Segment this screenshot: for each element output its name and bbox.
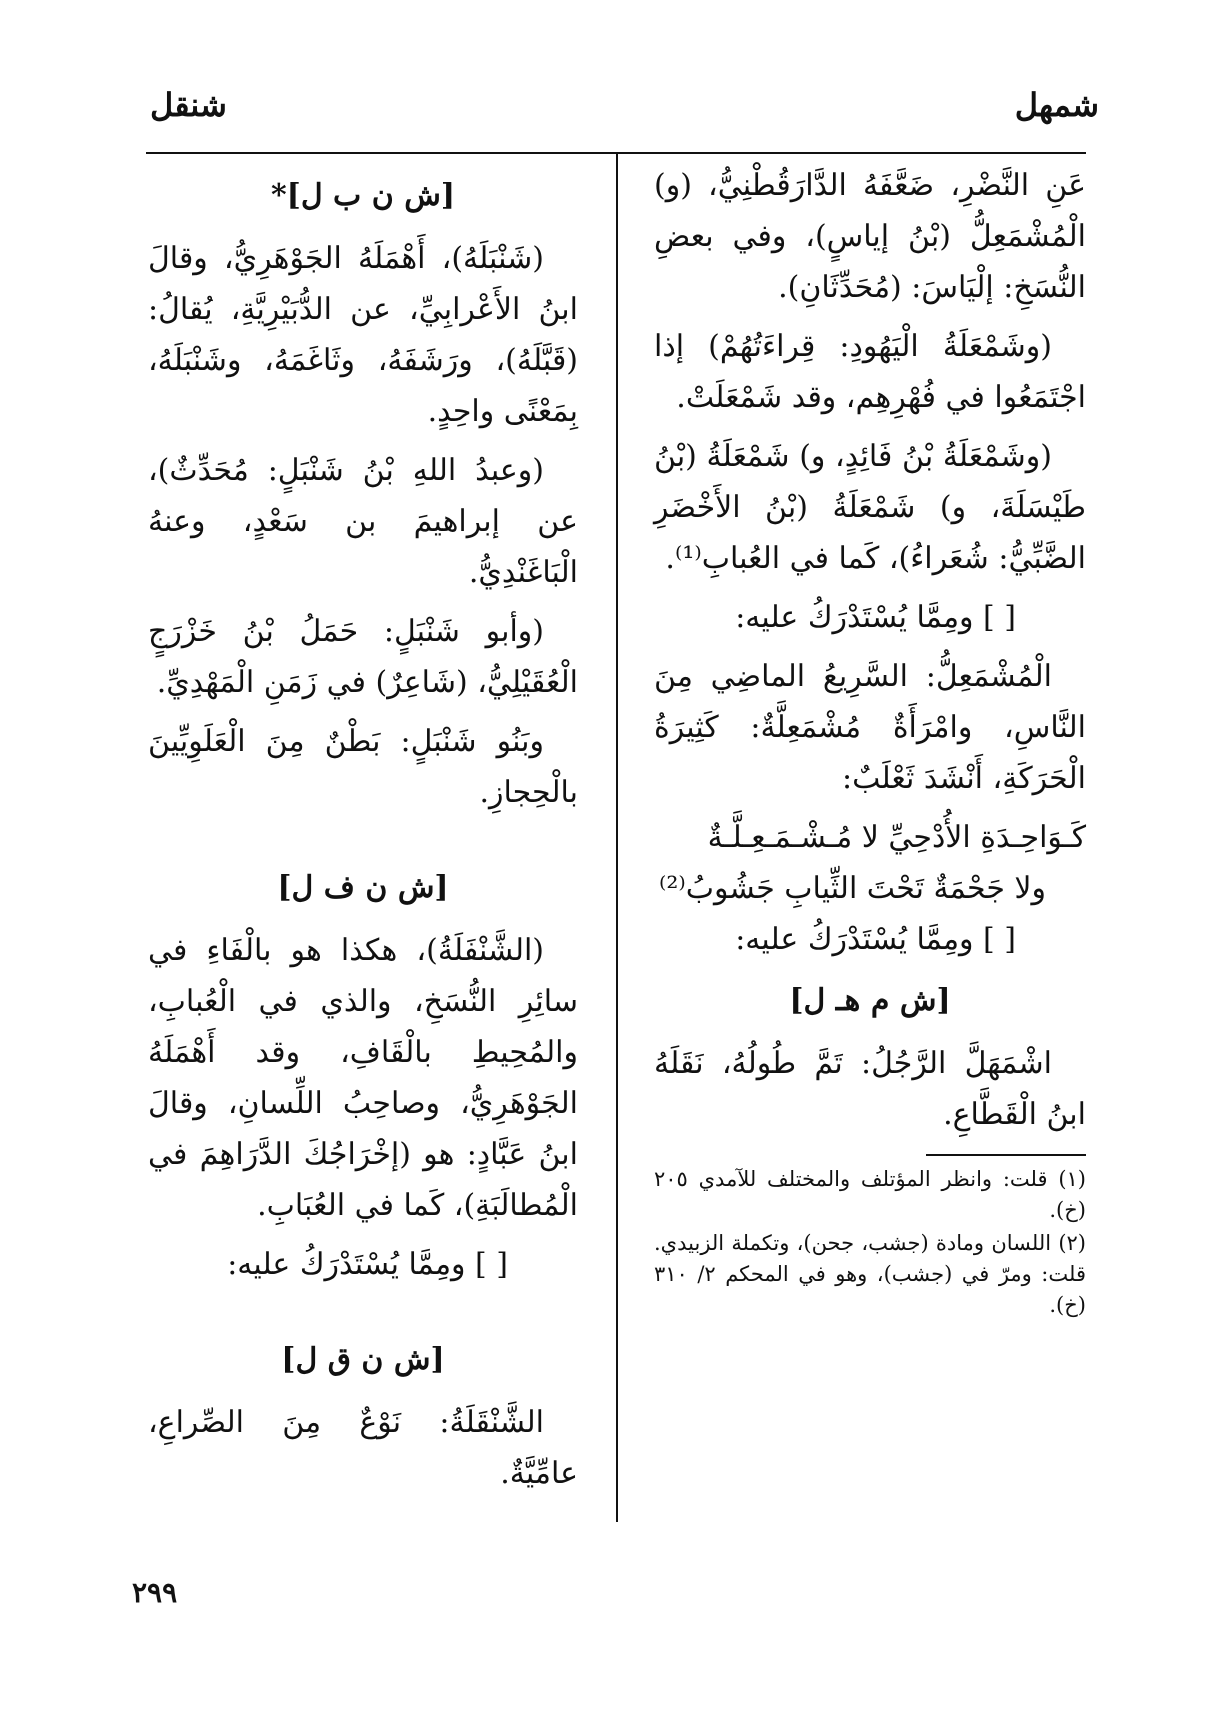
paragraph: (وشَمْعَلَةُ الْيَهُودِ: قِراءَتُهُمْ) إذا اجْتَمَعُوا في فُهْرِهِم، وقد شَمْعَلَتْ. [654, 329, 1086, 415]
verse-line-1: كَـوَاحِـدَةِ الأُدْحِيِّ لا مُـشْـمَـعِـلَّـةٌ [707, 820, 1086, 855]
right-column [654, 160, 1086, 1323]
left-column [148, 160, 578, 1507]
running-head-right: شمهل [1014, 86, 1099, 124]
addendum-line: [ ] ومِمَّا يُسْتَدْرَكُ عليه: [227, 1247, 508, 1282]
paragraph: وبَنُو شَنْبَلٍ: بَطْنٌ مِنَ الْعَلَوِيِّينَ بالْحِجازِ. [148, 724, 578, 810]
addendum-line: [ ] ومِمَّا يُسْتَدْرَكُ عليه: [735, 922, 1016, 957]
running-head-left: شنقل [150, 86, 227, 124]
paragraph: الشَّنْقَلَةُ: نَوْعٌ مِنَ الصِّراعِ، عامِّيَّةٌ. [148, 1405, 578, 1491]
footnote-1: (١) قلت: وانظر المؤتلف والمختلف للآمدي ٢٠٥ (خ). [654, 1167, 1086, 1222]
paragraph: اشْمَهَلَّ الرَّجُلُ: تَمَّ طُولُهُ، نَقَلَهُ ابنُ الْقَطَّاعِ. [654, 1046, 1086, 1132]
entry-heading: [ش ن ب ل]* [270, 178, 456, 213]
entry-heading: [ش ن ق ل] [281, 1342, 445, 1377]
footnote-rule [926, 1154, 1086, 1156]
addendum-line: [ ] ومِمَّا يُسْتَدْرَكُ عليه: [735, 600, 1016, 635]
column-divider [616, 152, 618, 1522]
footnotes [654, 1164, 1086, 1321]
paragraph: (وشَمْعَلَةُ بْنُ فَائِدٍ، و) شَمْعَلَةُ (بْنُ طَيْسَلَةَ، و) شَمْعَلَةُ (بْنُ الأَخْضَرِ الضَّبِّيُّ: شُعَراءُ)، كَما في العُبابِ⁽¹⁾. [654, 439, 1086, 576]
verse-line-2: ولا جَحْمَةٌ تَحْتَ الثِّيابِ جَشُوبُ⁽²⁾ [658, 871, 1046, 906]
paragraph: (شَنْبَلَهُ)، أَهْمَلَهُ الجَوْهَرِيُّ، وقالَ ابنُ الأَعْرابِيِّ، عن الدُّبَيْرِيَّةِ، يُقالُ: (قَبَّلَهُ)، ورَشَفَهُ، وثَاغَمَهُ، وشَنْبَلَهُ، بِمَعْنًى واحِدٍ. [148, 241, 578, 429]
paragraph: عَنِ النَّضْرِ، ضَعَّفَهُ الدَّارَقُطْنِيُّ، (و) الْمُشْمَعِلُّ (بْنُ إياسٍ)، وفي بعضِ النُّسَخِ: إلْيَاسَ: (مُحَدِّثَانِ). [654, 168, 1086, 305]
footnote-2: (٢) اللسان ومادة (جشب، جحن)، وتكملة الزبيدي. قلت: ومرّ في (جشب)، وهو في المحكم ٢/ ٣١٠ (خ). [654, 1231, 1086, 1317]
entry-heading: [ش ن ف ل] [277, 870, 449, 905]
paragraph: (الشَّنْفَلَةُ)، هكذا هو بالْفَاءِ في سائِرِ النُّسَخِ، والذي في الْعُبابِ، والمُحِيطِ بالْقَافِ، وقد أَهْمَلَهُ الجَوْهَرِيُّ، وصاحِبُ اللِّسانِ، وقالَ ابنُ عَبَّادٍ: هو (إخْرَاجُكَ الدَّرَاهِمَ في الْمُطالَبَةِ)، كَما في العُبَابِ. [148, 933, 578, 1223]
entry-heading: [ش م هـ ل] [789, 983, 951, 1018]
paragraph: (وعبدُ اللهِ بْنُ شَنْبَلٍ: مُحَدِّثٌ)، عن إبراهيمَ بن سَعْدٍ، وعنهُ الْبَاغَنْدِيُّ. [148, 453, 578, 590]
paragraph: الْمُشْمَعِلُّ: السَّرِيعُ الماضِي مِنَ النَّاسِ، وامْرَأَةٌ مُشْمَعِلَّةٌ: كَثِيرَةُ الْحَرَكَةِ، أَنْشَدَ ثَعْلَبٌ: [654, 659, 1086, 796]
page-number: ٢٩٩ [132, 1576, 178, 1609]
paragraph: (وأبو شَنْبَلٍ: حَمَلُ بْنُ خَزْرَجٍ الْعُقَيْلِيُّ، (شَاعِرٌ) في زَمَنِ الْمَهْدِيِّ. [148, 614, 578, 700]
